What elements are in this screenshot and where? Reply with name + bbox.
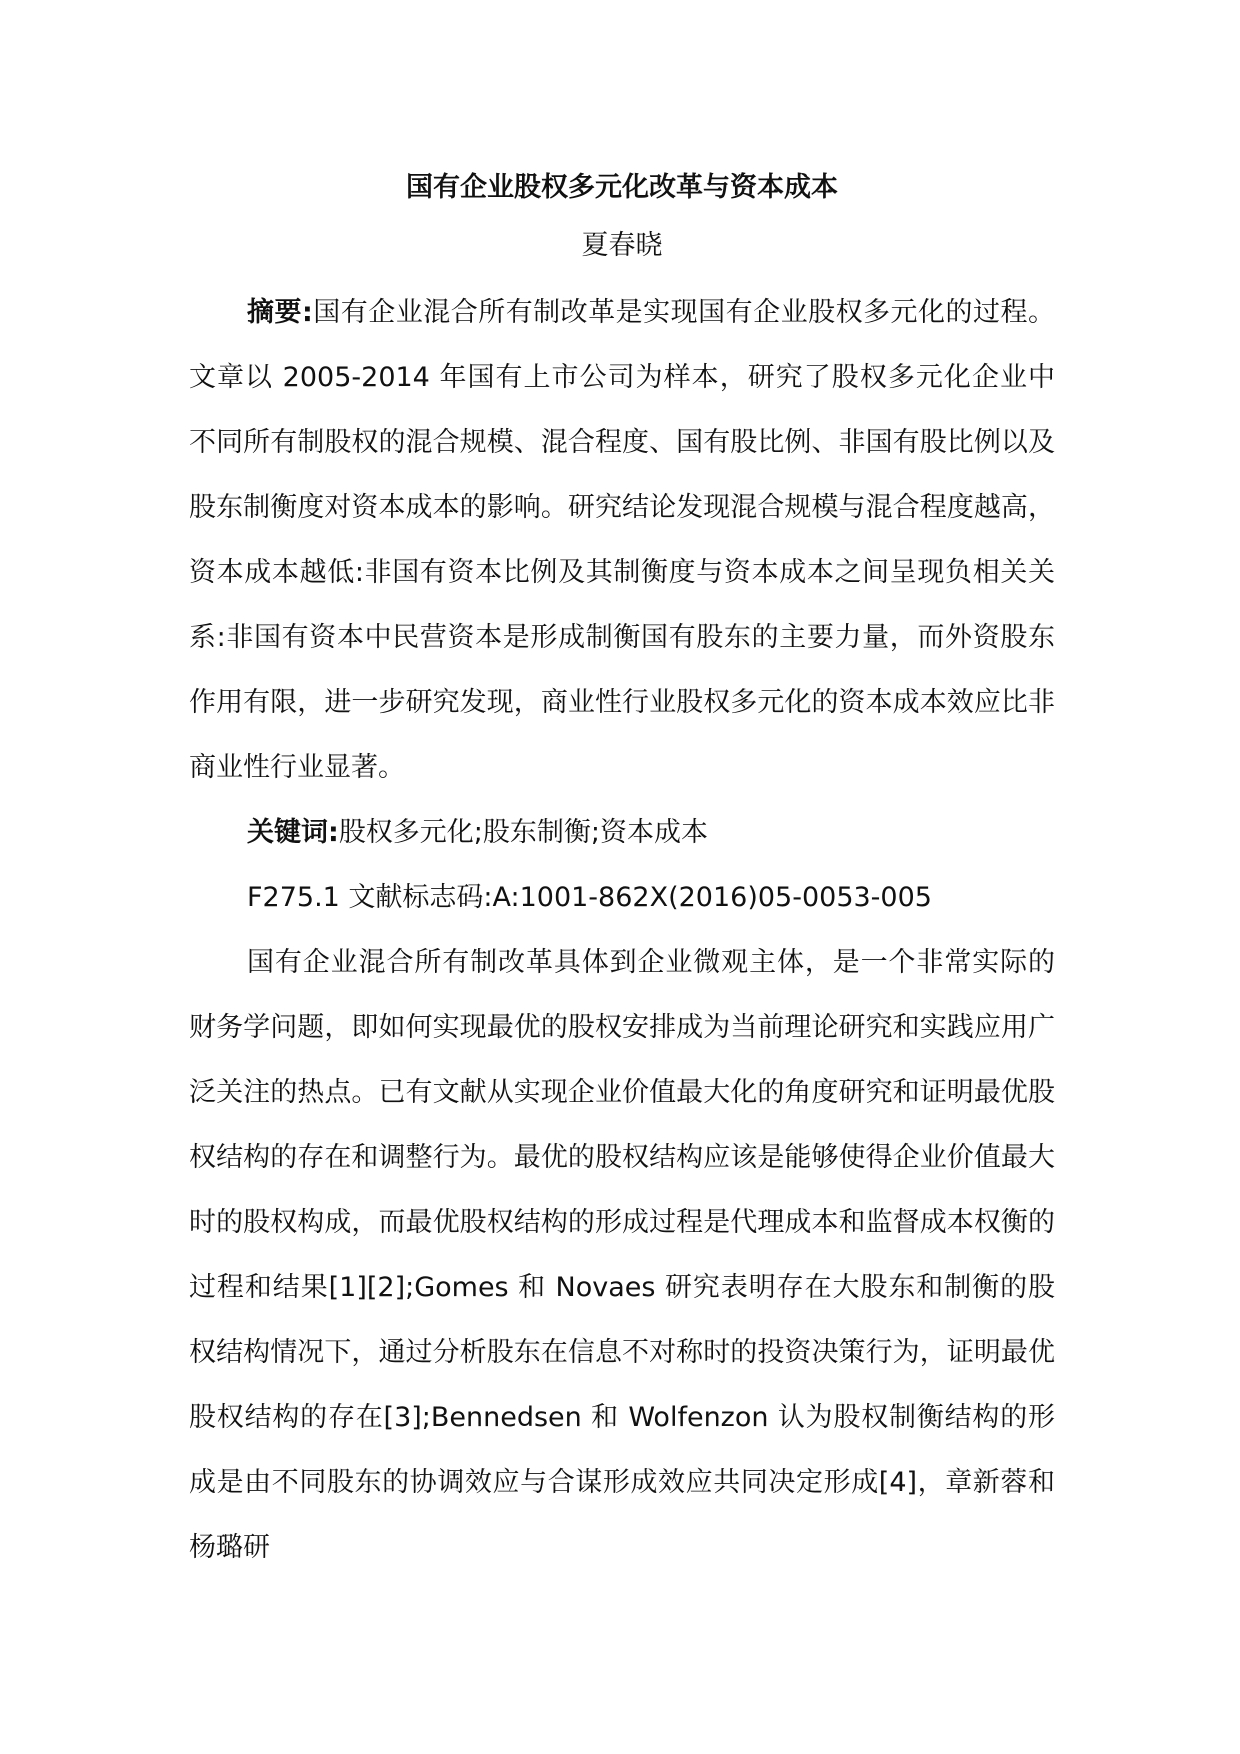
body-paragraph: 国有企业混合所有制改革具体到企业微观主体，是一个非常实际的财务学问题，即如何实现最优的股权安排成为当前理论研究和实践应用广泛关注的热点。已有文献从实现企业价值最大化的角度研究和证明最优股权结构的存在和调整行为。最优的股权结构应该是能够使得企业价值最大时的股权构成，而最优股权结构的形成过程是代理成本和监督成本权衡的过程和结果[1][2];Gomes 和 Novaes 研究表明存在大股东和制衡的股权结构情况下，通过分析股东在信息不对称时的投资决策行为，证明最优股权结构的存在[3];Bennedsen 和 Wolfenzon 认为股权制衡结构的形成是由不同股东的协调效应与合谋形成效应共同决定形成[4]，章新蓉和杨璐研	[189, 947, 1055, 1563]
keywords-label: 关键词:	[247, 817, 339, 848]
article-title: 国有企业股权多元化改革与资本成本	[406, 172, 838, 203]
abstract-label: 摘要:	[247, 297, 313, 328]
keywords-line	[189, 800, 1055, 865]
article-author: 夏春晓	[581, 230, 663, 261]
classification-line: F275.1 文献标志码:A:1001-862X(2016)05-0053-005	[247, 882, 932, 913]
article-content	[189, 168, 1055, 1580]
keywords-text: 股权多元化;股东制衡;资本成本	[338, 817, 709, 848]
abstract-text: 国有企业混合所有制改革是实现国有企业股权多元化的过程。文章以 2005-2014 年国有上市公司为样本，研究了股权多元化企业中不同所有制股权的混合规模、混合程度、国有股比例、非国有股比例以及股东制衡度对资本成本的影响。研究结论发现混合规模与混合程度越高，资本成本越低:非国有资本比例及其制衡度与资本成本之间呈现负相关关系:非国有资本中民营资本是形成制衡国有股东的主要力量，而外资股东作用有限，进一步研究发现，商业性行业股权多元化的资本成本效应比非商业性行业显著。	[189, 297, 1055, 783]
abstract-paragraph	[189, 280, 1055, 800]
